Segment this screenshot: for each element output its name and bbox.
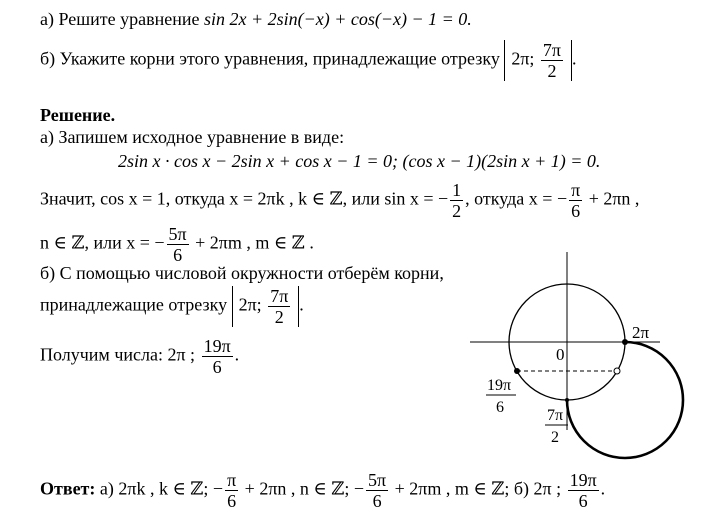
solution-b-interval-num: 7π xyxy=(270,286,289,306)
answer-part4: . xyxy=(600,478,606,499)
task-b-interval-left: 2π; xyxy=(511,48,535,69)
point-excluded xyxy=(614,368,620,374)
n-line-part2: + 2πm , m ∈ ℤ . xyxy=(190,232,314,253)
task-b-prefix: б) Укажите корни этого уравнения, принадлежащие отрезку xyxy=(40,48,505,69)
label-19pi-num: 19π xyxy=(487,377,512,394)
task-b-interval-den: 2 xyxy=(547,61,557,81)
znachit-part3: + 2πn , xyxy=(584,188,640,209)
label-zero: 0 xyxy=(556,345,565,364)
solution-heading: Решение. xyxy=(40,105,116,125)
label-7pi-num: 7π xyxy=(547,407,564,424)
task-b-suffix: . xyxy=(572,48,577,69)
point-2pi xyxy=(622,339,628,345)
solution-b-intro-2-text: принадлежащие отрезку xyxy=(40,294,232,315)
znachit-frac-den: 2 xyxy=(452,201,462,221)
solution-a-equation: 2sin x · cos x − 2sin x + cos x − 1 = 0; (cos x − 1)(2sin x + 1) = 0. xyxy=(118,151,601,171)
interval-arc xyxy=(567,342,683,458)
label-7pi-den: 2 xyxy=(551,429,559,446)
answer-part3: + 2πm , m ∈ ℤ; б) 2π ; xyxy=(390,478,566,499)
task-b-interval-num: 7π xyxy=(542,40,562,60)
numbers-prefix: Получим числа: 2π ; xyxy=(40,344,200,365)
label-2pi: 2π xyxy=(632,323,650,342)
answer-frac2-num: 5π xyxy=(368,470,387,490)
answer-part2: + 2πn , n ∈ ℤ; − xyxy=(240,478,365,499)
answer-frac1-num: π xyxy=(227,470,237,490)
numbers-suffix: . xyxy=(234,344,240,365)
znachit-part1: Значит, cos x = 1, откуда x = 2πk , k ∈ ℤ, или sin x = − xyxy=(40,188,449,209)
point-19pi6 xyxy=(514,368,520,374)
znachit-frac-num: 1 xyxy=(452,180,462,200)
answer-frac1-den: 6 xyxy=(227,491,237,511)
answer-label: Ответ: xyxy=(40,478,96,499)
solution-b-suffix: . xyxy=(299,294,304,315)
znachit-part2: , откуда x = − xyxy=(465,188,568,209)
solution-b-interval-den: 2 xyxy=(274,307,284,327)
label-19pi-den: 6 xyxy=(496,399,504,416)
answer-frac3-den: 6 xyxy=(578,491,588,511)
solution-b-interval-left: 2π; xyxy=(238,294,262,315)
n-line-frac-num: 5π xyxy=(168,224,187,244)
numbers-frac-num: 19π xyxy=(203,336,231,356)
task-a-prefix: а) Решите уравнение xyxy=(40,9,204,29)
n-line-part1: n ∈ ℤ, или x = − xyxy=(40,232,165,253)
znachit-pi-num: π xyxy=(571,180,581,200)
answer-part1: а) 2πk , k ∈ ℤ; − xyxy=(95,478,224,499)
numbers-frac-den: 6 xyxy=(212,357,222,377)
solution-a-intro: а) Запишем исходное уравнение в виде: xyxy=(40,127,345,147)
task-a-equation: sin 2x + 2sin(−x) + cos(−x) − 1 = 0. xyxy=(203,9,472,29)
point-7pi2 xyxy=(565,398,569,402)
solution-b-intro-1: б) С помощью числовой окружности отберём корни, xyxy=(40,263,444,283)
answer-frac3-num: 19π xyxy=(569,470,597,490)
n-line-frac-den: 6 xyxy=(173,245,183,265)
znachit-pi-den: 6 xyxy=(571,201,581,221)
answer-frac2-den: 6 xyxy=(372,491,382,511)
